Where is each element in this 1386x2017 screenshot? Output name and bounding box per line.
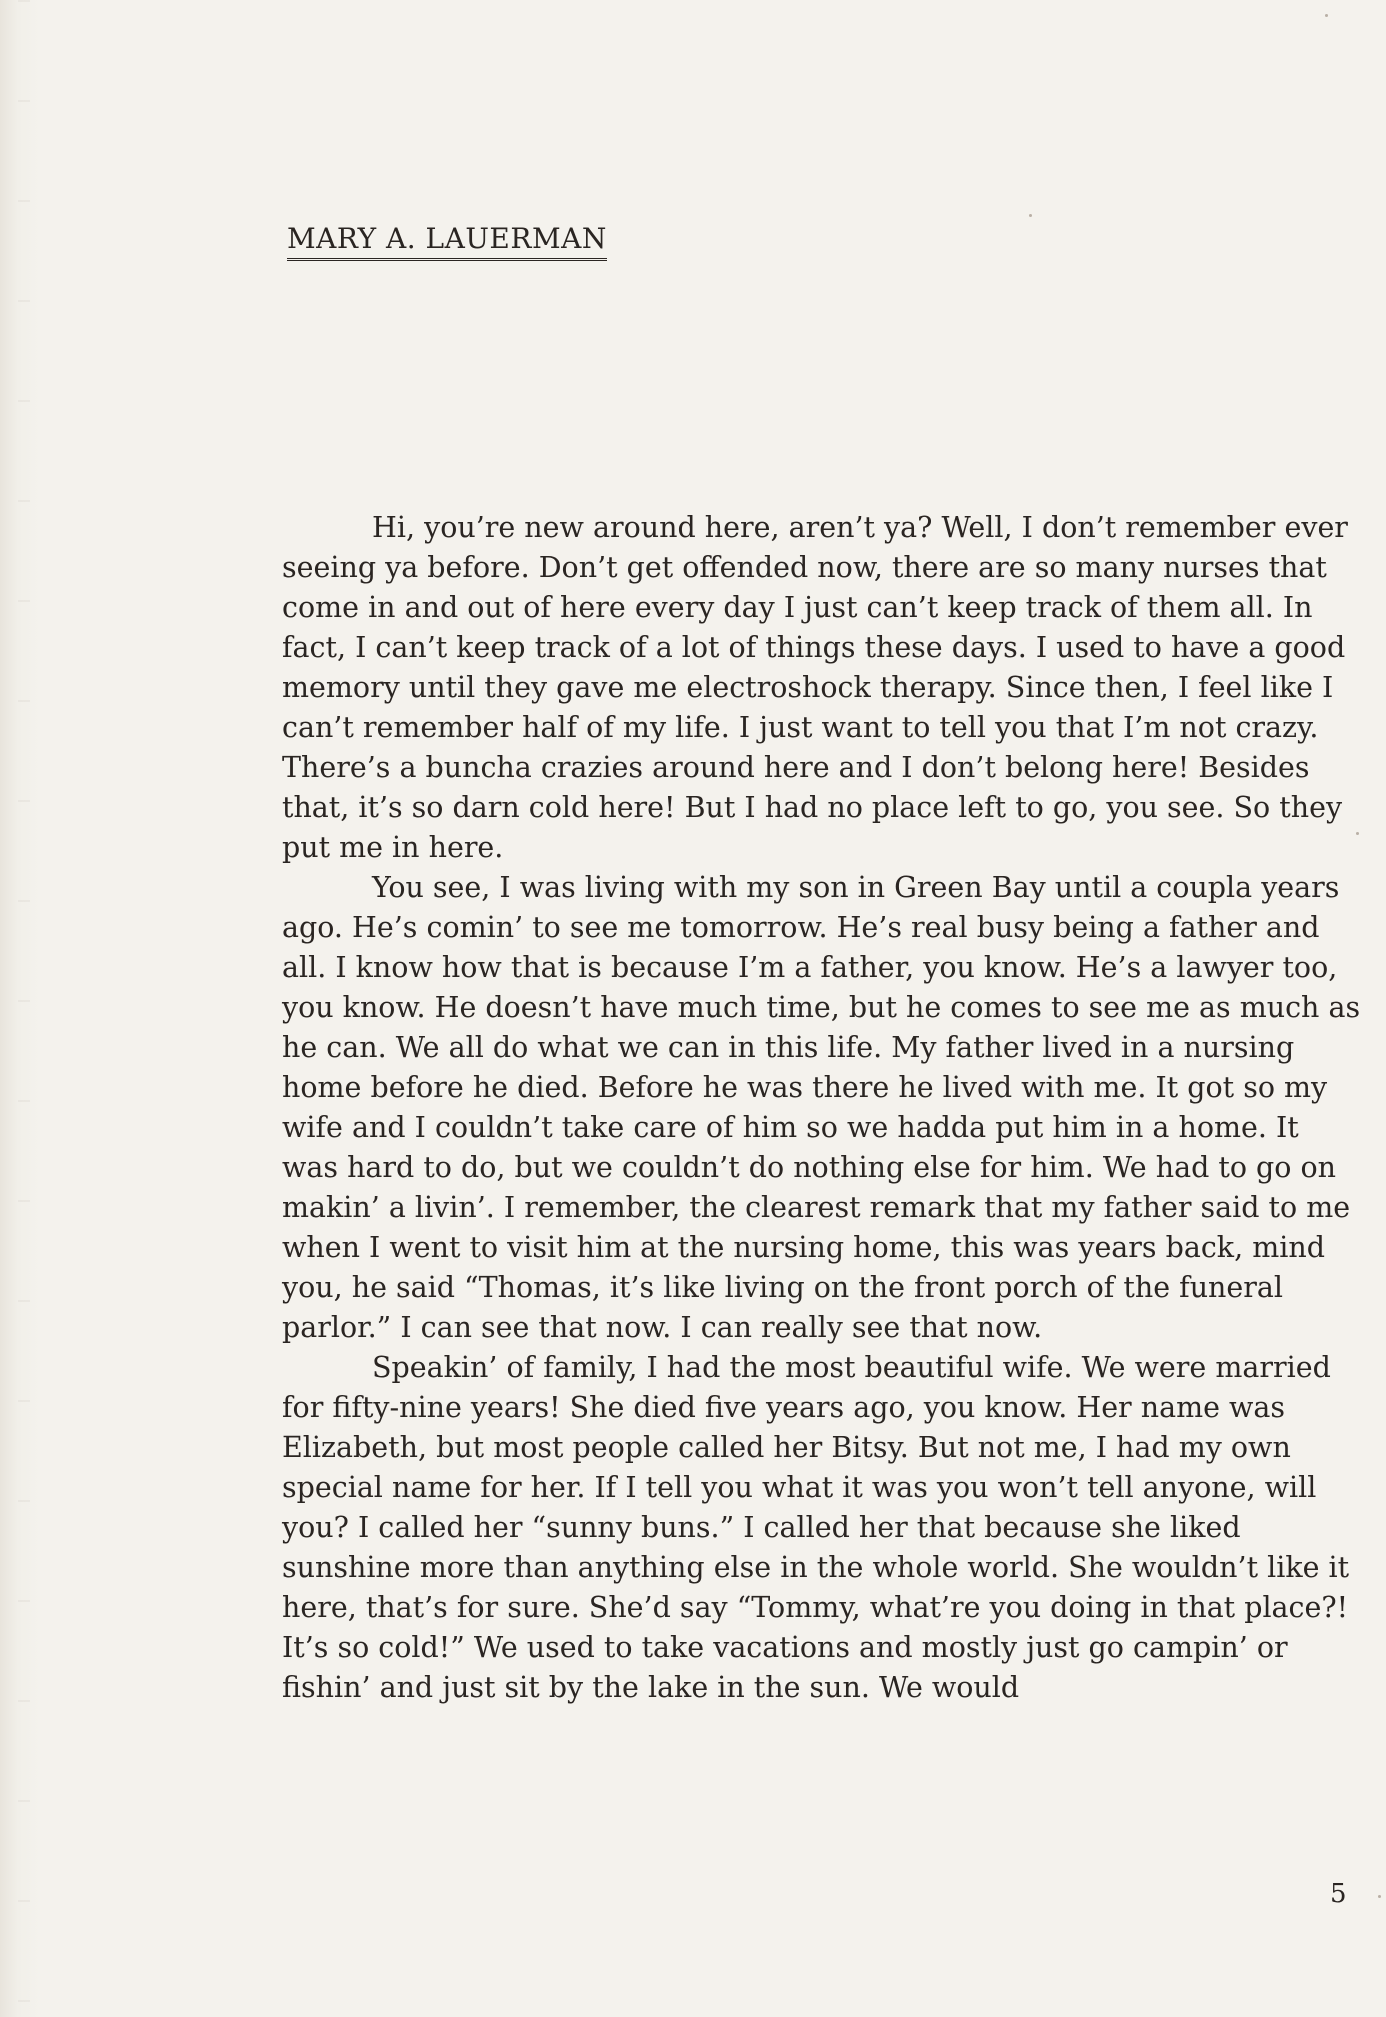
paragraph-3: Speakin’ of family, I had the most beautiful wife. We were married for fifty-nine years! She died five years ago, you know. Her name was Elizabeth, but most people called her Bitsy. But not me, I had my own special name for her. If I tell you what it was you won’t tell anyone, will you? I called her “sunny buns.” I called her that because she liked sunshine more than anything else in the whole world. She wouldn’t like it here, that’s for sure. She’d say “Tommy, what’re you doing in that place?! It’s so cold!” We used to take vacations and mostly just go campin’ or fishin’ and just sit by the lake in the sun. We would [282, 1351, 1350, 1704]
paragraph-2: You see, I was living with my son in Green Bay until a coupla years ago. He’s comin’ to see me tomorrow. He’s real busy being a father and all. I know how that is because I’m a father, you know. He’s a lawyer too, you know. He doesn’t have much time, but he comes to see me as much as he can. We all do what we can in this life. My father lived in a nursing home before he died. Before he was there he lived with me. It got so my wife and I couldn’t take care of him so we hadda put him in a home. It was hard to do, but we couldn’t do nothing else for him. We had to go on makin’ a livin’. I remember, the clearest remark that my father said to me when I went to visit him at the nursing home, this was years back, mind you, he said “Thomas, it’s like living on the front porch of the funeral parlor.” I can see that now. I can really see that now. [282, 871, 1361, 1344]
scan-speck [1029, 214, 1032, 217]
scan-speck [1356, 832, 1359, 835]
scan-speck [1325, 14, 1328, 17]
author-heading: MARY A. LAUERMAN [287, 222, 607, 261]
story-body [282, 508, 1362, 1708]
page-number: 5 [1330, 1879, 1347, 1909]
paragraph-1: Hi, you’re new around here, aren’t ya? Well, I don’t remember ever seeing ya before. Don’t get offended now, there are so many nurses that come in and out of here every day I just can’t keep track of them all. In fact, I can’t keep track of a lot of things these days. I used to have a good memory until they gave me electroshock therapy. Since then, I feel like I can’t remember half of my life. I just want to tell you that I’m not crazy. There’s a buncha crazies around here and I don’t belong here! Besides that, it’s so darn cold here! But I had no place left to go, you see. So they put me in here. [282, 511, 1348, 864]
scan-speck [1378, 1895, 1381, 1898]
page-binding-edge [18, 0, 30, 2017]
